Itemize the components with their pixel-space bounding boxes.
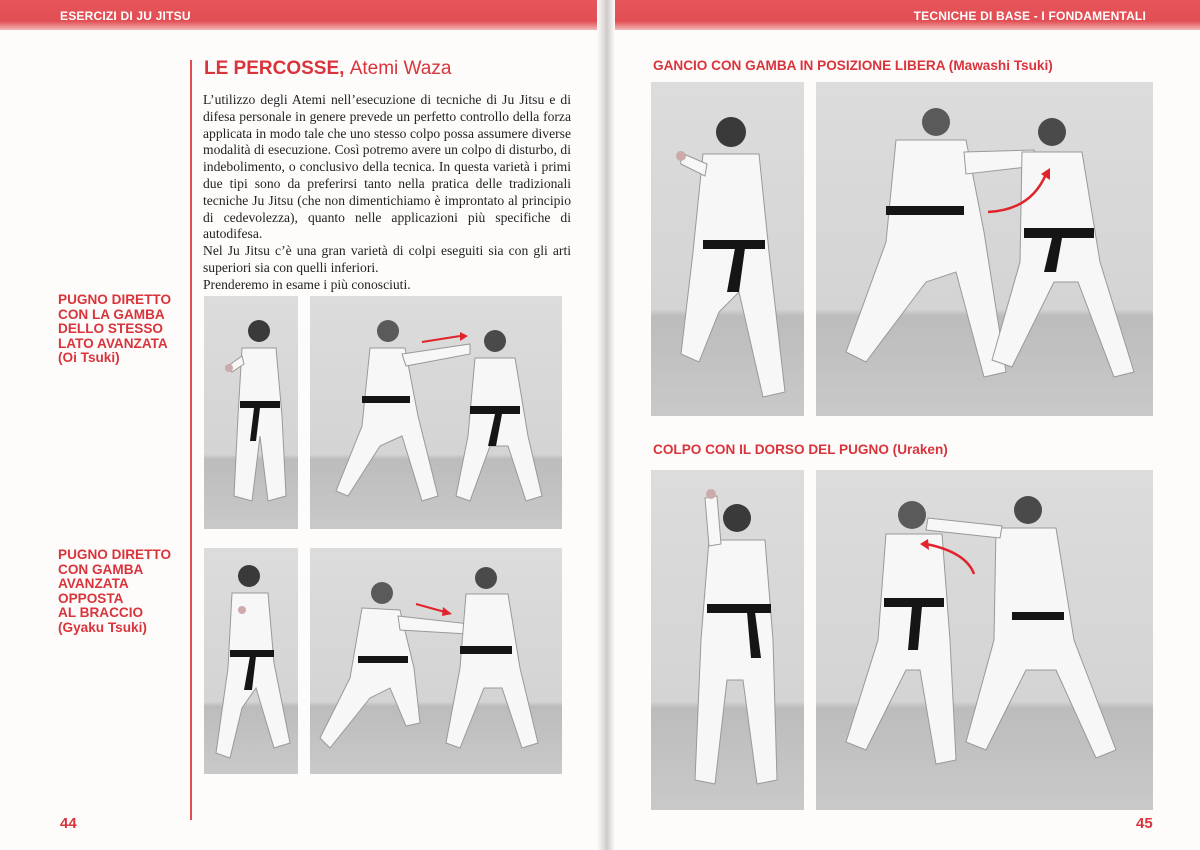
technique-1-label [58, 293, 188, 366]
book-gutter [597, 0, 615, 850]
technique-2-label-line: AVANZATA [58, 576, 129, 591]
section-title [204, 58, 451, 80]
header-bar-left [0, 0, 607, 30]
technique-2-label-line: PUGNO DIRETTO [58, 547, 172, 562]
technique-2-label [58, 548, 188, 635]
photo-mawashi-tsuki-pair [816, 82, 1153, 416]
technique-3-caption: GANCIO CON GAMBA IN POSIZIONE LIBERA (Mawashi Tsuki) [653, 58, 1053, 73]
photo-oi-tsuki-pair [310, 296, 562, 529]
page-number-right: 45 [1136, 815, 1153, 832]
technique-1-label-line: CON LA GAMBA [58, 306, 165, 322]
photo-gyaku-tsuki-stance [204, 548, 298, 774]
photo-mawashi-tsuki-stance [651, 82, 804, 416]
intro-paragraph-3: Prenderemo in esame i più conosciuti. [203, 276, 411, 292]
page-number-left: 44 [60, 815, 77, 832]
technique-2-label-line: OPPOSTA [58, 590, 124, 606]
photo-uraken-stance [651, 470, 804, 810]
technique-2-label-line: CON GAMBA [58, 561, 144, 577]
intro-paragraph-1: L’utilizzo degli Atemi nell’esecuzione di tecniche di Ju Jitsu e di difesa personale in genere prevede un perfetto controllo della forza applicata in modo tale che uno stesso colpo possa assumere diverse modalità di esecuzione. Così potremo avere un colpo di disturbo, di indebolimento, o conclusivo della tecnica. In questa varietà i primi due tipi sono da preferirsi tanto nella pratica delle tradizionali tecniche Ju Jitsu (che non dimentichiamo è improntato al principio di cedevolezza), quanto nelle applicazioni più specifiche di autodifesa. [203, 92, 571, 242]
header-left-title: ESERCIZI DI JU JITSU [60, 9, 191, 23]
technique-4-caption: COLPO CON IL DORSO DEL PUGNO (Uraken) [653, 442, 948, 457]
photo-oi-tsuki-stance [204, 296, 298, 529]
left-red-rule [190, 60, 192, 820]
photo-gyaku-tsuki-pair [310, 548, 562, 774]
technique-2-label-line: (Gyaku Tsuki) [58, 619, 147, 635]
technique-2-label-line: AL BRACCIO [58, 605, 144, 620]
technique-1-label-line: (Oi Tsuki) [58, 350, 120, 365]
section-title-sub: Atemi Waza [349, 58, 452, 79]
intro-paragraph-2: Nel Ju Jitsu c’è una gran varietà di colpi eseguiti sia con gli arti superiori sia con quelli inferiori. [203, 243, 571, 275]
header-bar-right [610, 0, 1200, 30]
intro-text [203, 92, 571, 294]
photo-uraken-pair [816, 470, 1153, 810]
section-title-main: LE PERCOSSE, [204, 58, 345, 79]
header-right-title: TECNICHE DI BASE - I FONDAMENTALI [913, 9, 1146, 23]
technique-1-label-line: DELLO STESSO [58, 321, 163, 336]
technique-1-label-line: PUGNO DIRETTO [58, 292, 172, 307]
technique-1-label-line: LATO AVANZATA [58, 335, 168, 351]
